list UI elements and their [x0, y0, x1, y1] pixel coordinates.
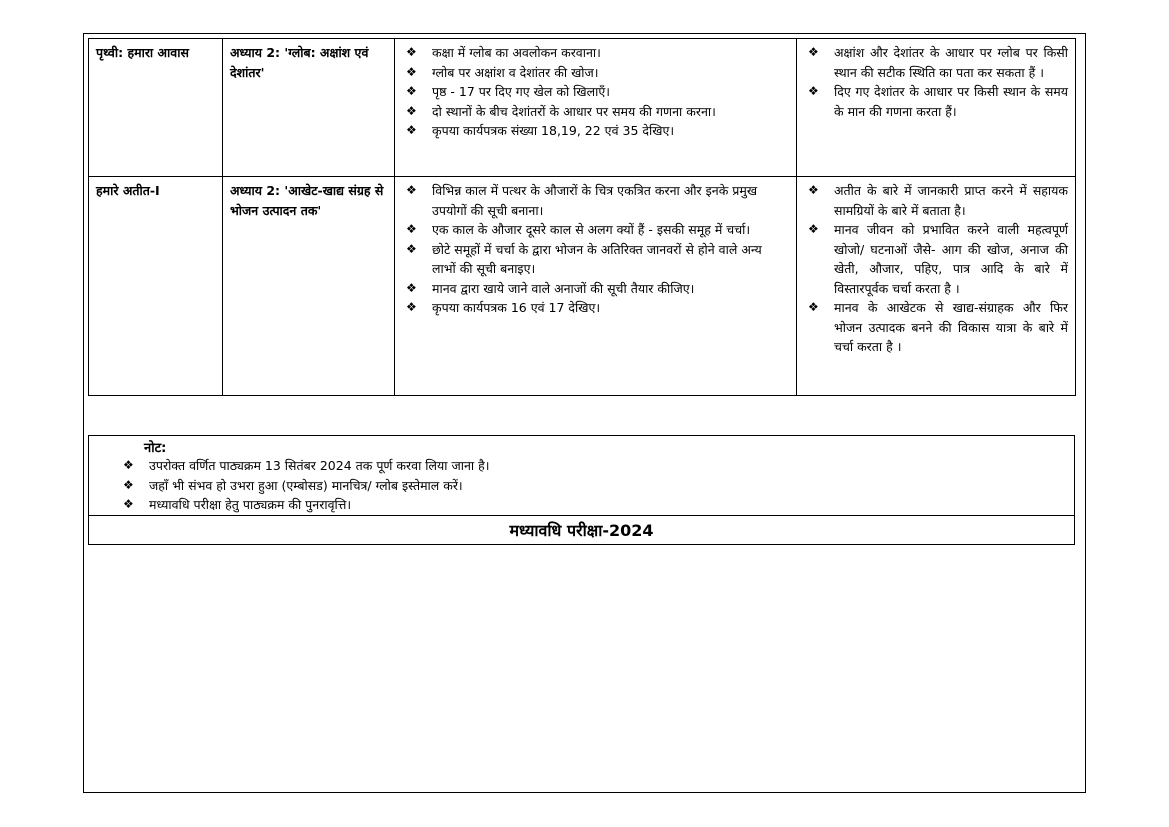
- list-item: [402, 102, 789, 122]
- list-item: [119, 495, 490, 515]
- activity-text: एक काल के औजार दूसरे काल से अलग क्यों हैं - इसकी समूह में चर्चा।: [432, 222, 751, 237]
- list-item: [402, 43, 789, 63]
- list-item: [402, 220, 789, 240]
- bullet-icon: ❖: [808, 183, 819, 197]
- activities-cell: [395, 39, 797, 177]
- activity-text: कृपया कार्यपत्रक 16 एवं 17 देखिए।: [432, 300, 601, 315]
- bullet-icon: ❖: [406, 45, 417, 59]
- list-item: [402, 279, 789, 299]
- outcome-text: दिए गए देशांतर के आधार पर किसी स्थान के समय के मान की गणना करता हैं।: [834, 84, 1068, 119]
- bullet-icon: ❖: [808, 222, 819, 236]
- activity-text: मानव द्वारा खाये जाने वाले अनाजों की सूची तैयार कीजिए।: [432, 280, 695, 296]
- activity-text: पृष्ठ - 17 पर दिए गए खेल को खिलाएँ।: [432, 84, 610, 99]
- bullet-icon: ❖: [406, 123, 417, 137]
- list-item: [119, 476, 490, 496]
- outcome-text: अक्षांश और देशांतर के आधार पर ग्लोब पर किसी स्थान की सटीक स्थिति का पता कर सकता हैं ।: [834, 45, 1068, 80]
- list-item: [804, 82, 1068, 121]
- outcomes-cell: [797, 177, 1076, 396]
- bullet-icon: ❖: [123, 458, 134, 472]
- outcome-text: मानव जीवन को प्रभावित करने वाली महत्वपूर्ण खोजो/ घटनाओं जैसे- आग की खोज, अनाज की खेती, औजार, पहिए, पात्र आदि के बारे में विस्तारपूर्वक चर्चा करता है ।: [834, 222, 1068, 296]
- list-item: [119, 456, 490, 476]
- bullet-icon: ❖: [406, 183, 417, 197]
- bullet-icon: ❖: [406, 241, 417, 256]
- note-box: [88, 435, 1075, 545]
- list-item: [804, 298, 1068, 357]
- bullet-icon: ❖: [808, 45, 819, 59]
- bullet-icon: ❖: [406, 103, 417, 118]
- activity-text: छोटे समूहों में चर्चा के द्वारा भोजन के अतिरिक्त जानवरों से होने वाले अन्य लाभों की सूची बनाइए।: [432, 241, 762, 276]
- list-item: [402, 181, 789, 220]
- list-item: [402, 82, 789, 102]
- list-item: [402, 63, 789, 83]
- syllabus-table: [88, 38, 1076, 396]
- note-list: [119, 456, 490, 515]
- outcome-text: अतीत के बारे में जानकारी प्राप्त करने में सहायक सामग्रियों के बारे में बताता है।: [834, 183, 1068, 218]
- divider: [89, 515, 1074, 516]
- bullet-icon: ❖: [406, 64, 417, 79]
- bullet-icon: ❖: [406, 84, 417, 98]
- activity-text: कृपया कार्यपत्रक संख्या 18,19, 22 एवं 35 देखिए।: [432, 123, 675, 138]
- bullet-icon: ❖: [123, 497, 134, 511]
- table-row: [89, 39, 1076, 177]
- outcomes-cell: [797, 39, 1076, 177]
- topic-cell: पृथ्वी: हमारा आवास: [89, 39, 223, 177]
- bullet-icon: ❖: [406, 280, 417, 295]
- bullet-icon: ❖: [406, 300, 417, 314]
- note-text: जहाँ भी संभव हो उभरा हुआ (एम्बोसड) मानचित्र/ ग्लोब इस्तेमाल करें।: [149, 477, 463, 493]
- outcome-text: मानव के आखेटक से खाद्य-संग्राहक और फिर भोजन उत्पादक बनने की विकास यात्रा के बारे में चर्चा करता है ।: [834, 300, 1068, 354]
- bullet-icon: ❖: [808, 300, 819, 314]
- activity-text: दो स्थानों के बीच देशांतरों के आधार पर समय की गणना करना।: [432, 103, 716, 119]
- bullet-icon: ❖: [808, 84, 819, 98]
- note-text: उपरोक्त वर्णित पाठ्यक्रम 13 सितंबर 2024 तक पूर्ण करवा लिया जाना है।: [149, 458, 490, 473]
- list-item: [402, 121, 789, 141]
- bullet-icon: ❖: [406, 222, 417, 236]
- note-text: मध्यावधि परीक्षा हेतु पाठ्यक्रम की पुनरावृत्ति।: [149, 497, 352, 512]
- topic-cell: हमारे अतीत-I: [89, 177, 223, 396]
- bullet-icon: ❖: [123, 477, 134, 492]
- list-item: [402, 240, 789, 279]
- list-item: [804, 43, 1068, 82]
- chapter-cell: अध्याय 2: 'आखेट-खाद्य संग्रह से भोजन उत्पादन तक': [223, 177, 395, 396]
- exam-heading: मध्यावधि परीक्षा-2024: [509, 521, 654, 540]
- list-item: [804, 220, 1068, 298]
- chapter-cell: अध्याय 2: 'ग्लोब: अक्षांश एवं देशांतर': [223, 39, 395, 177]
- list-item: [804, 181, 1068, 220]
- note-title: नोट:: [144, 441, 167, 456]
- activities-cell: [395, 177, 797, 396]
- activity-text: कक्षा में ग्लोब का अवलोकन करवाना।: [432, 45, 601, 60]
- activity-text: विभिन्न काल में पत्थर के औजारों के चित्र एकत्रित करना और इनके प्रमुख उपयोगों की सूची बनाना।: [432, 183, 758, 218]
- table-row: [89, 177, 1076, 396]
- activity-text: ग्लोब पर अक्षांश व देशांतर की खोज।: [432, 64, 599, 80]
- list-item: [402, 298, 789, 318]
